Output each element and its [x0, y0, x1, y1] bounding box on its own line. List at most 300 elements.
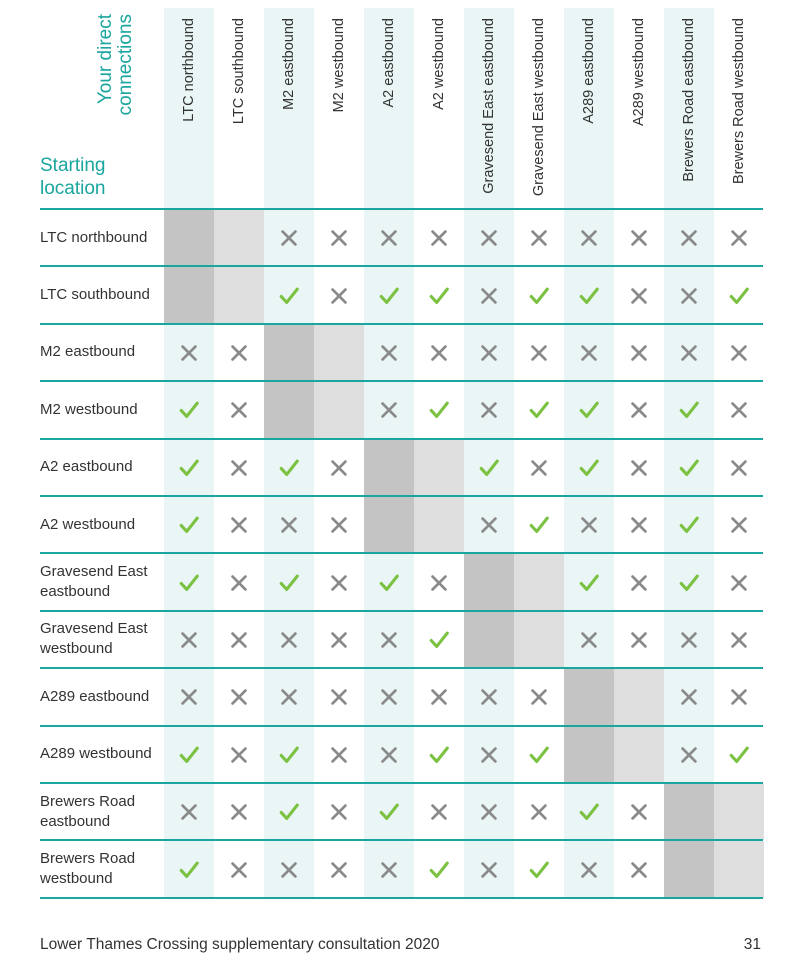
matrix-cell [664, 267, 714, 323]
cross-icon [328, 227, 350, 249]
column-header-label: A2 westbound [431, 18, 447, 110]
corner-title-line2: connections [115, 14, 136, 116]
cross-icon [528, 801, 550, 823]
cross-icon [528, 457, 550, 479]
matrix-cell [314, 210, 364, 266]
row-label-text [40, 687, 149, 707]
matrix-cell [164, 325, 214, 381]
row-label-line: eastbound [40, 812, 111, 830]
check-icon [278, 572, 300, 594]
footer-title: Lower Thames Crossing supplementary consultation 2020 [40, 936, 440, 953]
matrix-cell [264, 784, 314, 840]
matrix-cell [714, 440, 764, 496]
column-header-label: LTC southbound [231, 18, 247, 125]
check-icon [478, 457, 500, 479]
matrix-cell [514, 382, 564, 438]
cross-icon [228, 686, 250, 708]
column-header-label: A2 eastbound [381, 18, 397, 108]
matrix-cell [364, 727, 414, 783]
same-road-cell [264, 325, 314, 381]
cross-icon [428, 572, 450, 594]
cross-icon [428, 227, 450, 249]
row-label [40, 669, 164, 724]
cross-icon [378, 227, 400, 249]
column-header-label: A289 westbound [631, 18, 647, 127]
row-label-line: A2 westbound [40, 515, 136, 533]
matrix-cell [164, 784, 214, 840]
check-icon [428, 744, 450, 766]
cross-icon [578, 342, 600, 364]
same-road-cell [714, 841, 764, 897]
column-header-label: Brewers Road eastbound [681, 18, 697, 182]
matrix-cell [564, 267, 614, 323]
cross-icon [628, 342, 650, 364]
row-label [40, 554, 164, 609]
cross-icon [228, 572, 250, 594]
check-icon [678, 399, 700, 421]
matrix-cell [564, 612, 614, 668]
matrix-cell [714, 612, 764, 668]
cross-icon [628, 457, 650, 479]
matrix-cell [464, 841, 514, 897]
matrix-cell [264, 210, 314, 266]
check-icon [678, 572, 700, 594]
cross-icon [378, 744, 400, 766]
row-label-text [40, 792, 135, 832]
cross-icon [228, 801, 250, 823]
cross-icon [178, 686, 200, 708]
matrix-cell [714, 669, 764, 725]
matrix-cell [464, 325, 514, 381]
matrix-cell [414, 267, 464, 323]
cross-icon [678, 227, 700, 249]
matrix-cell [664, 382, 714, 438]
matrix-cell [564, 784, 614, 840]
cross-icon [728, 629, 750, 651]
matrix-cell [664, 669, 714, 725]
matrix-cell [414, 784, 464, 840]
matrix-cell [214, 554, 264, 610]
cross-icon [728, 399, 750, 421]
same-road-cell [314, 325, 364, 381]
row-label-text [40, 562, 148, 602]
matrix-cell [164, 727, 214, 783]
check-icon [378, 801, 400, 823]
same-road-cell [664, 841, 714, 897]
cross-icon [378, 859, 400, 881]
check-icon [178, 572, 200, 594]
matrix-cell [414, 841, 464, 897]
matrix-cell [414, 727, 464, 783]
row-label-text [40, 457, 133, 477]
row-label-text [40, 849, 135, 889]
check-icon [678, 514, 700, 536]
matrix-cell [614, 554, 664, 610]
matrix-cell [464, 267, 514, 323]
cross-icon [628, 227, 650, 249]
row-label [40, 841, 164, 896]
row-label-line: LTC northbound [40, 228, 148, 246]
matrix-cell [314, 669, 364, 725]
cross-icon [678, 342, 700, 364]
check-icon [578, 457, 600, 479]
matrix-cell [214, 325, 264, 381]
matrix-cell [464, 669, 514, 725]
cross-icon [378, 399, 400, 421]
same-road-cell [364, 497, 414, 553]
same-road-cell [514, 554, 564, 610]
matrix-cell [214, 382, 264, 438]
matrix-cell [614, 382, 664, 438]
matrix-cell [714, 267, 764, 323]
cross-icon [228, 859, 250, 881]
matrix-cell [264, 841, 314, 897]
matrix-cell [614, 210, 664, 266]
row-label-text [40, 515, 135, 535]
cross-icon [628, 399, 650, 421]
cross-icon [328, 572, 350, 594]
row-label-line: westbound [40, 870, 113, 888]
matrix-cell [214, 669, 264, 725]
cross-icon [478, 285, 500, 307]
row-label [40, 382, 164, 437]
check-icon [528, 744, 550, 766]
check-icon [178, 457, 200, 479]
row-label-line: westbound [40, 640, 113, 658]
matrix-cell [414, 554, 464, 610]
check-icon [178, 399, 200, 421]
matrix-cell [714, 554, 764, 610]
cross-icon [528, 686, 550, 708]
column-header [314, 18, 364, 198]
cross-icon [478, 227, 500, 249]
cross-icon [178, 801, 200, 823]
column-header-label: Gravesend East westbound [531, 18, 547, 197]
same-road-cell [414, 440, 464, 496]
cross-icon [628, 629, 650, 651]
matrix-cell [364, 612, 414, 668]
cross-icon [478, 686, 500, 708]
matrix-cell [614, 841, 664, 897]
starting-location-label [40, 154, 106, 200]
matrix-cell [414, 210, 464, 266]
cross-icon [328, 457, 350, 479]
matrix-cell [464, 210, 514, 266]
matrix-cell [364, 382, 414, 438]
check-icon [378, 285, 400, 307]
cross-icon [278, 859, 300, 881]
matrix-cell [314, 554, 364, 610]
cross-icon [428, 342, 450, 364]
matrix-cell [514, 440, 564, 496]
row-label [40, 784, 164, 839]
column-header [664, 18, 714, 198]
cross-icon [328, 514, 350, 536]
check-icon [528, 285, 550, 307]
same-road-cell [164, 267, 214, 323]
matrix-cell [714, 210, 764, 266]
cross-icon [728, 227, 750, 249]
matrix-cell [364, 669, 414, 725]
cross-icon [478, 801, 500, 823]
cross-icon [528, 227, 550, 249]
row-label [40, 267, 164, 322]
matrix-cell [314, 497, 364, 553]
cross-icon [628, 801, 650, 823]
matrix-cell [514, 784, 564, 840]
check-icon [578, 572, 600, 594]
same-road-cell [164, 210, 214, 266]
matrix-cell [464, 497, 514, 553]
check-icon [428, 859, 450, 881]
matrix-cell [564, 325, 614, 381]
matrix-cell [264, 554, 314, 610]
cross-icon [628, 285, 650, 307]
matrix-cell [464, 440, 514, 496]
check-icon [178, 744, 200, 766]
matrix-cell [364, 267, 414, 323]
row-label-line: A289 westbound [40, 745, 152, 763]
cross-icon [728, 342, 750, 364]
row-label-line: M2 eastbound [40, 343, 136, 361]
column-header [564, 18, 614, 198]
matrix-cell [364, 325, 414, 381]
cross-icon [278, 686, 300, 708]
same-road-cell [514, 612, 564, 668]
row-label-line: A289 eastbound [40, 687, 150, 705]
cross-icon [428, 686, 450, 708]
matrix-cell [714, 497, 764, 553]
check-icon [178, 859, 200, 881]
row-label-line: LTC southbound [40, 286, 150, 304]
matrix-cell [364, 784, 414, 840]
cross-icon [228, 342, 250, 364]
row-label-text [40, 342, 135, 362]
check-icon [428, 285, 450, 307]
matrix-cell [664, 497, 714, 553]
row-label-line: Brewers Road [40, 850, 136, 868]
row-label-text [40, 285, 150, 305]
matrix-cell [664, 440, 714, 496]
row-label [40, 325, 164, 380]
cross-icon [328, 859, 350, 881]
row-label [40, 440, 164, 495]
cross-icon [228, 399, 250, 421]
cross-icon [578, 514, 600, 536]
matrix-cell [614, 267, 664, 323]
column-header [164, 18, 214, 198]
cross-icon [478, 859, 500, 881]
cross-icon [228, 629, 250, 651]
same-road-cell [214, 210, 264, 266]
cross-icon [678, 285, 700, 307]
matrix-cell [164, 440, 214, 496]
page-number: 31 [743, 936, 761, 953]
starting-location-line2: location [40, 178, 106, 199]
row-label [40, 497, 164, 552]
check-icon [428, 399, 450, 421]
matrix-cell [264, 612, 314, 668]
matrix-cell [214, 727, 264, 783]
matrix-cell [614, 784, 664, 840]
column-header-label: Brewers Road westbound [731, 18, 747, 185]
check-icon [278, 744, 300, 766]
column-header [714, 18, 764, 198]
cross-icon [328, 801, 350, 823]
cross-icon [628, 514, 650, 536]
row-label-text [40, 400, 138, 420]
same-road-cell [214, 267, 264, 323]
matrix-cell [264, 669, 314, 725]
column-header [214, 18, 264, 198]
check-icon [178, 514, 200, 536]
check-icon [728, 744, 750, 766]
matrix-cell [614, 440, 664, 496]
matrix-cell [664, 210, 714, 266]
cross-icon [228, 514, 250, 536]
matrix-cell [314, 267, 364, 323]
matrix-cell [414, 325, 464, 381]
cross-icon [178, 629, 200, 651]
check-icon [678, 457, 700, 479]
matrix-cell [714, 727, 764, 783]
row-label-text [40, 228, 147, 248]
matrix-cell [464, 727, 514, 783]
check-icon [528, 399, 550, 421]
matrix-cell [514, 727, 564, 783]
matrix-cell [314, 784, 364, 840]
cross-icon [728, 514, 750, 536]
row-label [40, 727, 164, 782]
matrix-cell [164, 612, 214, 668]
cross-icon [428, 801, 450, 823]
row-label-line: eastbound [40, 583, 111, 601]
cross-icon [228, 457, 250, 479]
cross-icon [228, 744, 250, 766]
same-road-cell [314, 382, 364, 438]
matrix-cell [214, 497, 264, 553]
matrix-cell [314, 841, 364, 897]
cross-icon [178, 342, 200, 364]
matrix-cell [264, 497, 314, 553]
matrix-cell [464, 382, 514, 438]
matrix-cell [164, 554, 214, 610]
matrix-cell [314, 440, 364, 496]
cross-icon [478, 342, 500, 364]
cross-icon [628, 572, 650, 594]
cross-icon [528, 342, 550, 364]
same-road-cell [564, 669, 614, 725]
row-label-text [40, 619, 148, 659]
column-header-label: A289 eastbound [581, 18, 597, 124]
cross-icon [478, 399, 500, 421]
cross-icon [578, 859, 600, 881]
matrix-cell [364, 554, 414, 610]
matrix-cell [514, 497, 564, 553]
column-header [514, 18, 564, 198]
cross-icon [578, 629, 600, 651]
cross-icon [328, 285, 350, 307]
matrix-cell [514, 267, 564, 323]
column-header-label: LTC northbound [181, 18, 197, 122]
matrix-cell [264, 440, 314, 496]
same-road-cell [414, 497, 464, 553]
check-icon [578, 285, 600, 307]
row-label-line: Gravesend East [40, 563, 148, 581]
matrix-cell [664, 554, 714, 610]
same-road-cell [614, 669, 664, 725]
cross-icon [328, 629, 350, 651]
matrix-cell [164, 669, 214, 725]
cross-icon [678, 744, 700, 766]
same-road-cell [464, 554, 514, 610]
matrix-cell [314, 612, 364, 668]
matrix-cell [214, 612, 264, 668]
matrix-cell [564, 554, 614, 610]
matrix-cell [414, 612, 464, 668]
check-icon [578, 399, 600, 421]
column-header-label: M2 eastbound [281, 18, 297, 110]
matrix-cell [614, 612, 664, 668]
starting-location-line1: Starting [40, 155, 106, 176]
same-road-cell [614, 727, 664, 783]
cross-icon [478, 744, 500, 766]
corner-title-line1: Your direct [95, 14, 116, 105]
matrix-cell [714, 382, 764, 438]
matrix-cell [664, 727, 714, 783]
check-icon [578, 801, 600, 823]
matrix-cell [164, 497, 214, 553]
row-label-text [40, 744, 152, 764]
matrix-cell [414, 669, 464, 725]
same-road-cell [264, 382, 314, 438]
same-road-cell [464, 612, 514, 668]
matrix-cell [564, 497, 614, 553]
check-icon [278, 801, 300, 823]
matrix-cell [714, 325, 764, 381]
cross-icon [378, 629, 400, 651]
matrix-cell [214, 784, 264, 840]
matrix-cell [214, 440, 264, 496]
row-label-line: M2 westbound [40, 400, 138, 418]
matrix-cell [564, 440, 614, 496]
matrix-cell [514, 841, 564, 897]
cross-icon [378, 686, 400, 708]
matrix-cell [314, 727, 364, 783]
matrix-cell [514, 325, 564, 381]
matrix-cell [464, 784, 514, 840]
matrix-cell [664, 612, 714, 668]
column-header [464, 18, 514, 198]
cross-icon [478, 514, 500, 536]
cross-icon [328, 744, 350, 766]
column-header [414, 18, 464, 198]
row-label-line: A2 eastbound [40, 458, 133, 476]
matrix-cell [514, 210, 564, 266]
row-label [40, 210, 164, 265]
column-header [264, 18, 314, 198]
cross-icon [278, 227, 300, 249]
check-icon [278, 285, 300, 307]
cross-icon [378, 342, 400, 364]
same-road-cell [664, 784, 714, 840]
column-header [614, 18, 664, 198]
matrix-cell [614, 497, 664, 553]
matrix-cell [164, 841, 214, 897]
matrix-cell [564, 841, 614, 897]
column-header-label: Gravesend East eastbound [481, 18, 497, 194]
cross-icon [278, 629, 300, 651]
